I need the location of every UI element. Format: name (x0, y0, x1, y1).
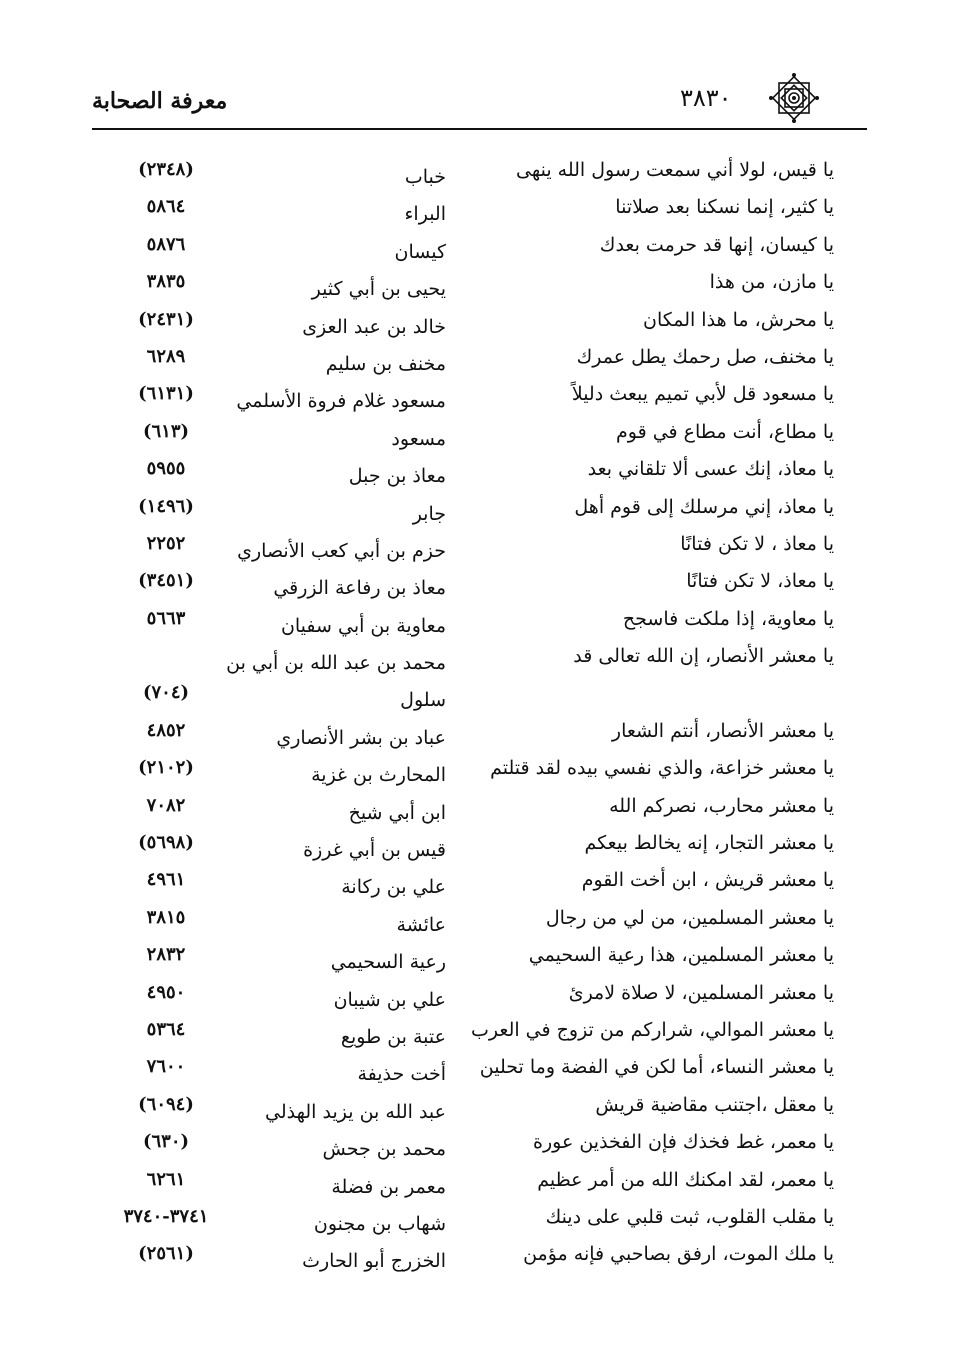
reference-number: (٢٣٤٨) (138, 159, 194, 180)
narrator-name: معاذ بن جبل (348, 465, 446, 488)
narrator-name: مسعود غلام فروة الأسلمي (236, 390, 446, 413)
index-row (0, 529, 961, 566)
narrator-name: رعية السحيمي (330, 951, 446, 974)
phrase-text: يا معمر، لقد امكنك الله من أمر عظيم (537, 1168, 834, 1191)
narrator-name: معاوية بن أبي سفيان (280, 614, 446, 637)
narrator-name: خباب (404, 166, 446, 188)
reference-number: ٥٣٦٤ (146, 1019, 186, 1040)
index-row (0, 978, 961, 1015)
reference-number: ٢٨٣٢ (146, 944, 186, 966)
index-row (0, 1015, 961, 1052)
reference-number: (٦١٣١) (138, 383, 194, 405)
narrator-name: مسعود (391, 427, 446, 450)
index-row (0, 1239, 961, 1276)
index-row (0, 155, 961, 192)
reference-number: (٦٠٩٤) (138, 1093, 194, 1115)
phrase-text: يا معقل ،اجتنب مقاضية قريش (595, 1093, 834, 1116)
phrase-text: يا ملك الموت، ارفق بصاحبي فإنه مؤمن (523, 1243, 834, 1266)
narrator-name: حزم بن أبي كعب الأنصاري (237, 539, 446, 562)
narrator-name: يحيى بن أبي كثير (311, 278, 446, 301)
reference-number: ٦٢٨٩ (146, 345, 186, 367)
narrator-name: كيسان (394, 240, 446, 263)
phrase-text: يا محرش، ما هذا المكان (642, 308, 834, 331)
index-row (0, 566, 961, 603)
phrase-text: يا معشر قريش ، ابن أخت القوم (581, 869, 834, 892)
narrator-name: عبد الله بن يزيد الهذلي (265, 1100, 446, 1123)
phrase-text: يا معاذ ، لا تكن فتانًا (680, 532, 834, 555)
narrator-name: عباد بن بشر الأنصاري (276, 726, 446, 749)
narrator-name: قيس بن أبي غرزة (303, 839, 446, 862)
phrase-text: يا مخنف، صل رحمك يطل عمرك (576, 345, 834, 368)
reference-number: ٣٨١٥ (146, 906, 186, 928)
reference-number: (٥٦٩٨) (138, 832, 194, 854)
index-row (0, 230, 961, 267)
phrase-text: يا معشر المسلمين، هذا رعية السحيمي (528, 944, 834, 967)
reference-number: ٣٨٣٥ (146, 271, 186, 293)
header-rule (92, 128, 867, 130)
reference-number: ٦٢٦١ (146, 1168, 186, 1190)
phrase-text: يا كثير، إنما نسكنا بعد صلاتنا (615, 196, 834, 219)
phrase-text: يا معاذ، إني مرسلك إلى قوم أهل (574, 495, 834, 518)
reference-number: (٢١٠٢) (138, 757, 194, 779)
book-title: معرفة الصحابة (92, 88, 228, 114)
phrase-text: يا معشر المسلمين، لا صلاة لامرئ (568, 981, 834, 1004)
index-row (0, 454, 961, 491)
index-row (0, 865, 961, 902)
reference-number: (٧٠٤) (142, 682, 190, 704)
narrator-name: مخنف بن سليم (325, 352, 446, 375)
narrator-name: الخزرج أبو الحارث (302, 1250, 446, 1273)
index-row (0, 828, 961, 865)
reference-number: ٥٨٦٤ (146, 196, 186, 218)
phrase-text: يا مازن، من هذا (709, 271, 834, 294)
reference-number: (٢٥٦١) (138, 1243, 194, 1265)
phrase-text: يا معشر الأنصار، إن الله تعالى قد (573, 645, 834, 668)
narrator-name: شهاب بن مجنون (313, 1212, 446, 1235)
phrase-text: يا معشر الموالي، شراركم من تزوج في العرب (471, 1019, 834, 1041)
phrase-text: يا معشر محارب، نصركم الله (609, 794, 834, 817)
narrator-name: محمد بن عبد الله بن أبي بن سلول (226, 652, 446, 712)
narrator-name: أخت حذيفة (357, 1063, 446, 1086)
index-row (0, 342, 961, 379)
phrase-text: يا معشر التجار، إنه يخالط بيعكم (584, 832, 834, 855)
narrator-name: عتبة بن طويع (340, 1026, 446, 1048)
phrase-text: يا معشر خزاعة، والذي نفسي بيده لقد قتلتم (490, 757, 834, 780)
reference-number: (٦١٣) (142, 420, 190, 442)
reference-number: ٣٧٤١-٣٧٤٠ (123, 1205, 209, 1227)
page-number: ٣٨٣٠ (680, 84, 732, 112)
index-row (0, 1052, 961, 1089)
narrator-name: معمر بن فضلة (331, 1175, 446, 1198)
reference-number: (٣٤٥١) (138, 570, 194, 592)
phrase-text: يا معاذ، لا تكن فتانًا (686, 570, 834, 593)
index-row (0, 641, 961, 716)
index-row (0, 604, 961, 641)
narrator-name: محمد بن جحش (322, 1138, 446, 1161)
index-row (0, 379, 961, 416)
reference-number: ٥٩٥٥ (146, 458, 186, 480)
narrator-name: خالد بن عبد العزى (302, 315, 446, 338)
phrase-text: يا معشر النساء، أما لكن في الفضة وما تحلين (479, 1056, 834, 1079)
reference-number: (٢٤٣١) (138, 308, 194, 330)
eight-point-star-ornament-icon (768, 72, 820, 124)
reference-number: ٥٦٦٣ (146, 607, 186, 629)
index-row (0, 753, 961, 790)
phrase-text: يا قيس، لولا أني سمعت رسول الله ينهى (516, 159, 834, 181)
reference-number: ٧٠٨٢ (146, 794, 186, 816)
narrator-name: جابر (412, 502, 446, 525)
narrator-name: عائشة (396, 913, 446, 936)
reference-number: ٢٢٥٢ (146, 532, 186, 554)
reference-number: ٤٩٥٠ (146, 981, 186, 1003)
phrase-text: يا كيسان، إنها قد حرمت بعدك (599, 233, 834, 256)
reference-number: ٥٨٧٦ (146, 233, 186, 255)
index-row (0, 1165, 961, 1202)
index-row (0, 1090, 961, 1127)
narrator-name: معاذ بن رفاعة الزرقي (273, 577, 446, 600)
index-row (0, 1127, 961, 1164)
index-row (0, 903, 961, 940)
index-table (0, 155, 961, 1277)
reference-number: (٦٣٠) (142, 1131, 190, 1153)
reference-number: (١٤٩٦) (138, 495, 194, 517)
index-row (0, 716, 961, 753)
phrase-text: يا معشر المسلمين، من لي من رجال (545, 906, 834, 929)
narrator-name: المحارث بن غزية (311, 764, 446, 787)
index-row (0, 305, 961, 342)
narrator-name: علي بن ركانة (341, 876, 446, 899)
index-row (0, 492, 961, 529)
phrase-text: يا معشر الأنصار، أنتم الشعار (611, 719, 834, 742)
phrase-text: يا معمر، غط فخذك فإن الفخذين عورة (533, 1131, 834, 1154)
index-row (0, 417, 961, 454)
reference-number: ٧٦٠٠ (146, 1056, 186, 1078)
reference-number: ٤٨٥٢ (146, 719, 186, 741)
reference-number: ٤٩٦١ (146, 869, 186, 891)
page-header (92, 72, 867, 134)
narrator-name: البراء (404, 203, 446, 226)
index-row (0, 791, 961, 828)
narrator-name: ابن أبي شيخ (348, 801, 446, 824)
phrase-text: يا مقلب القلوب، ثبت قلبي على دينك (545, 1205, 834, 1228)
index-row (0, 192, 961, 229)
narrator-name: علي بن شيبان (333, 988, 446, 1011)
phrase-text: يا معاذ، إنك عسى ألا تلقاني بعد (587, 458, 834, 481)
index-row (0, 940, 961, 977)
index-row (0, 267, 961, 304)
phrase-text: يا مطاع، أنت مطاع في قوم (616, 420, 834, 443)
phrase-text: يا معاوية، إذا ملكت فاسجح (622, 607, 834, 630)
phrase-text: يا مسعود قل لأبي تميم يبعث دليلاً (571, 383, 834, 406)
index-row (0, 1202, 961, 1239)
